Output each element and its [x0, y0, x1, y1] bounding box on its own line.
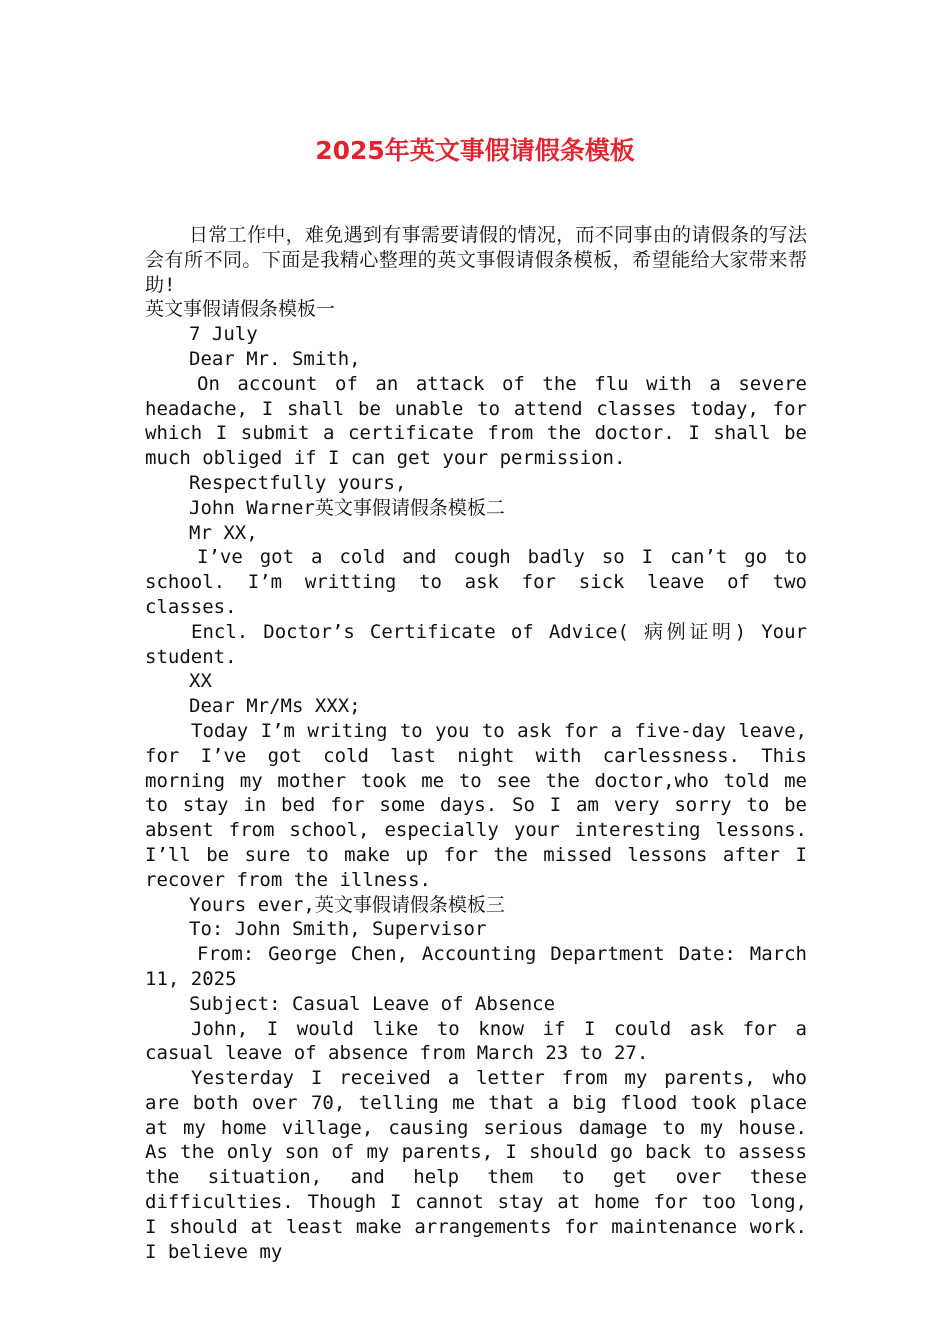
memo-to-line: To: John Smith, Supervisor	[189, 918, 487, 941]
memo-body-paragraph: Yesterday I received a letter from my parents, who are both over 70, telling me that a big flood took place at my home village, causing serious damage to my house. As the only son of my parents, I should go back to assess the situation, and help them to get over these difficulties. Though I cannot stay at home for too long, I should at least make arrangements for maintenance work. I believe my	[145, 1067, 807, 1263]
letter-signature: XX	[189, 670, 212, 693]
letter-salutation: Dear Mr. Smith,	[189, 347, 361, 370]
letter-signature-and-heading-template-2: John Warner英文事假请假条模板二	[189, 496, 505, 519]
letter-body-paragraph: On account of an attack of the flu with a severe headache, I shall be unable to attend classes today, for which I submit a certificate from the doctor. I shall be much obliged if I can get your permission.	[145, 372, 807, 470]
letter-body-paragraph: I’ve got a cold and cough badly so I can’t go to school. I’m writting to ask for sick leave of two classes.	[145, 546, 807, 618]
letter-date: 7 July	[189, 323, 258, 346]
letter-closing: Respectfully yours,	[189, 471, 407, 494]
intro-paragraph: 日常工作中，难免遇到有事需要请假的情况，而不同事由的请假条的写法会有所不同。下面是我精心整理的英文事假请假条模板，希望能给大家带来帮助!	[145, 224, 807, 296]
letter-enclosure: Encl. Doctor’s Certificate of Advice( 病例证明) Your student.	[145, 620, 807, 668]
memo-body-paragraph: John, I would like to know if I could ask for a casual leave of absence from March 23 to 27.	[145, 1017, 807, 1065]
letter-salutation: Mr XX,	[189, 521, 258, 544]
section-heading-template-1: 英文事假请假条模板一	[145, 298, 336, 321]
letter-salutation: Dear Mr/Ms XXX;	[189, 695, 361, 718]
document-body	[145, 223, 807, 1264]
memo-subject-line: Subject: Casual Leave of Absence	[189, 992, 556, 1015]
memo-from-date-line: From: George Chen, Accounting Department Date: March 11, 2025	[145, 943, 807, 990]
letter-body-paragraph: Today I’m writing to you to ask for a five-day leave, for I’ve got cold last night with carlessness. This morning my mother took me to see the doctor,who told me to stay in bed for some days. So I am very sorry to be absent from school, especially your interesting lessons. I’ll be sure to make up for the missed lessons after I recover from the illness.	[145, 719, 807, 891]
letter-closing-and-heading-template-3: Yours ever,英文事假请假条模板三	[189, 893, 505, 916]
document-title: 2025年英文事假请假条模板	[315, 136, 635, 165]
